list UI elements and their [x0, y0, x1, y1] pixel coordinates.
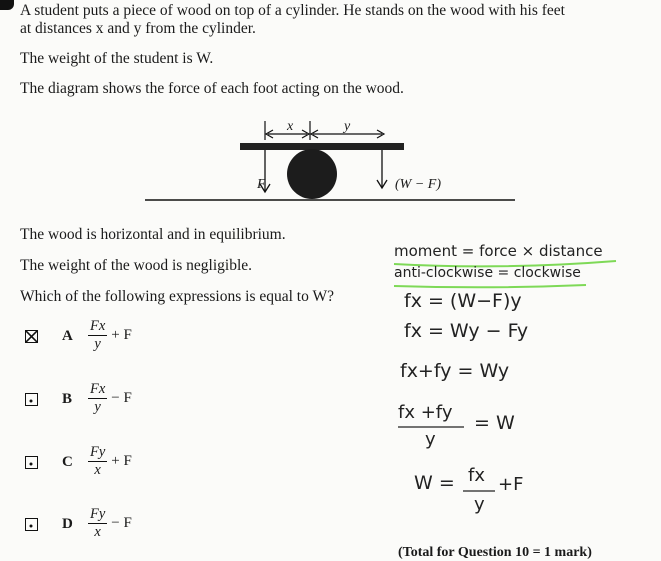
x-label: x: [287, 119, 294, 134]
question-text-line2: at distances x and y from the cylinder.: [20, 20, 256, 37]
option-a-numerator: Fx: [90, 318, 106, 334]
question-text-line1: A student puts a piece of wood on top of a cylinder. He stands on the wood with his feet: [20, 2, 565, 19]
option-b-numerator: Fx: [90, 381, 106, 397]
left-force-label: F: [257, 177, 266, 192]
option-c-tail: + F: [111, 453, 132, 469]
option-d-numerator: Fy: [90, 506, 106, 522]
handwritten-eq3: fx+fy = Wy: [400, 360, 510, 382]
y-label: y: [344, 119, 351, 134]
option-d-checkbox[interactable]: [25, 518, 38, 531]
option-c-expression[interactable]: [88, 444, 132, 479]
right-force-label: (W − F): [395, 177, 441, 192]
handwritten-eq5-numerator: fx: [468, 465, 485, 486]
question-total: (Total for Question 10 = 1 mark): [398, 545, 592, 560]
handwritten-eq4-denominator: y: [425, 429, 436, 450]
question-bullet: [0, 0, 14, 10]
question-prompt: Which of the following expressions is equal to W?: [20, 288, 334, 305]
option-b-letter: B: [62, 391, 73, 407]
option-c-denominator: x: [94, 462, 101, 478]
option-b-tail: − F: [111, 390, 132, 406]
option-d-letter: D: [62, 516, 73, 532]
dot-icon: [26, 396, 37, 407]
option-c-checkbox[interactable]: [25, 456, 38, 469]
handwritten-anticlockwise-rule: anti-clockwise = clockwise: [394, 265, 581, 281]
option-a-denominator: y: [94, 336, 101, 352]
wood-plank: [240, 143, 404, 150]
handwritten-eq5-lhs: W =: [414, 472, 455, 494]
option-b-expression[interactable]: [88, 381, 132, 416]
option-a-tail: + F: [111, 327, 132, 343]
forces-diagram: [140, 112, 520, 208]
handwritten-eq5-tail: +F: [498, 474, 524, 495]
option-d-expression[interactable]: [88, 506, 132, 541]
option-a-checkbox[interactable]: [25, 330, 38, 343]
option-d-denominator: x: [94, 524, 101, 540]
handwritten-eq5-denominator: y: [474, 494, 485, 515]
handwritten-eq4-numerator: fx +fy: [398, 402, 453, 423]
cylinder: [287, 149, 337, 199]
diagram-intro: The diagram shows the force of each foot acting on the wood.: [20, 80, 404, 97]
equilibrium-statement: The wood is horizontal and in equilibrium.: [20, 226, 286, 243]
option-c-letter: C: [62, 454, 73, 470]
option-a-expression[interactable]: [88, 318, 132, 353]
option-b-checkbox[interactable]: [25, 393, 38, 406]
weight-statement: The weight of the student is W.: [20, 50, 214, 67]
dot-icon: [26, 459, 37, 470]
cross-mark-icon: [25, 330, 38, 343]
option-d-tail: − F: [111, 515, 132, 531]
handwritten-eq2: fx = Wy − Fy: [404, 320, 529, 342]
handwritten-eq1: fx = (W−F)y: [404, 290, 522, 312]
dot-icon: [26, 521, 37, 532]
handwritten-eq4-rhs: = W: [474, 412, 515, 434]
handwritten-moment-rule: moment = force × distance: [394, 242, 603, 260]
option-c-numerator: Fy: [90, 444, 106, 460]
negligible-statement: The weight of the wood is negligible.: [20, 257, 253, 274]
option-b-denominator: y: [94, 399, 101, 415]
handwritten-eq5-fraction-bar: [463, 489, 499, 493]
option-a-letter: A: [62, 328, 73, 344]
